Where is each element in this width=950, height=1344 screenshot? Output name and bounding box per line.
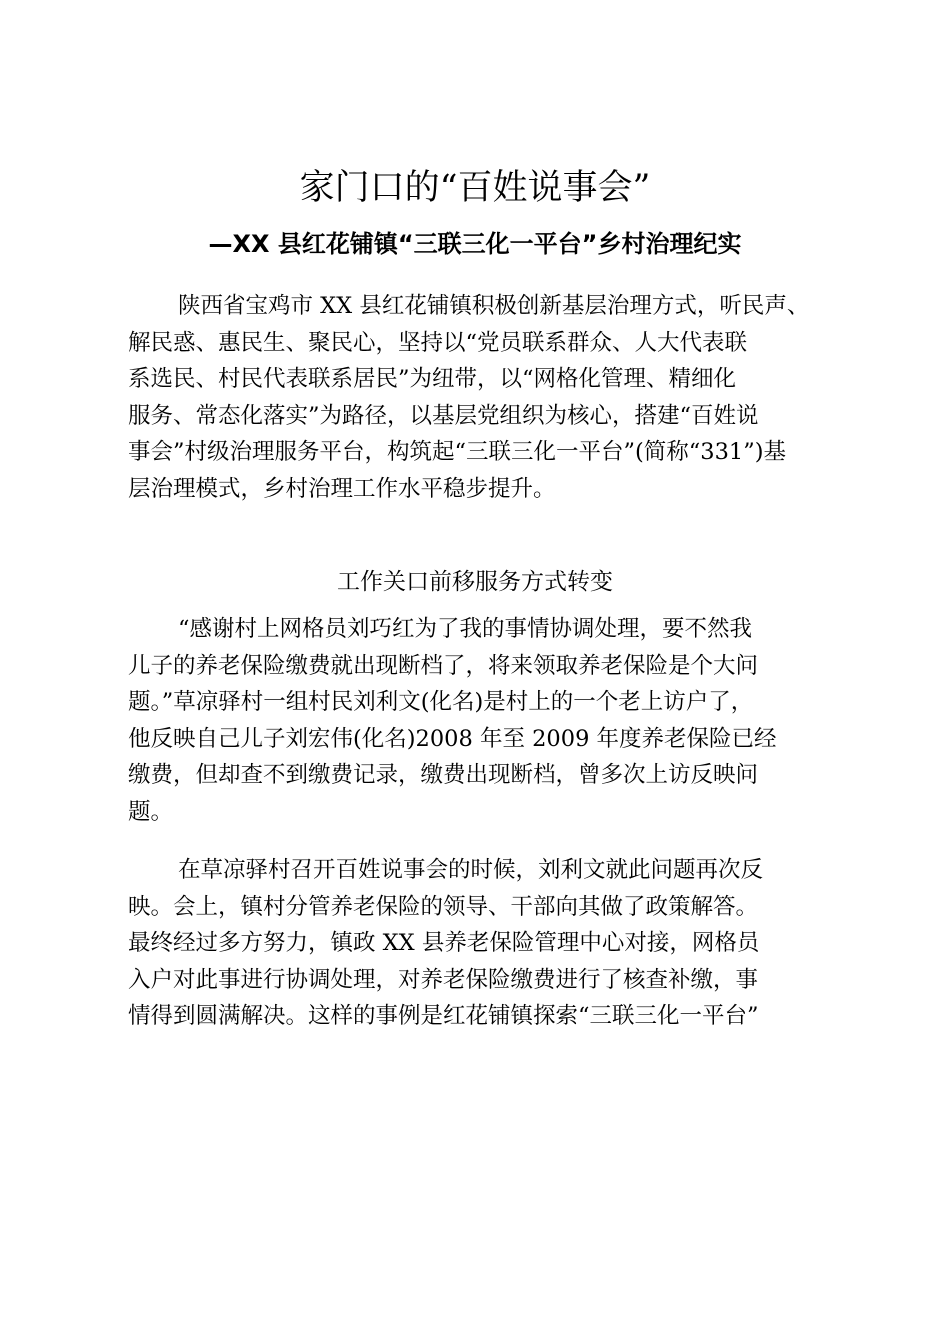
paragraph-line: 最终经过多方努力，镇政 XX 县养老保险管理中心对接，网格员	[128, 930, 760, 956]
paragraph-case	[128, 611, 858, 830]
paragraph-line: 解民惑、惠民生、聚民心，坚持以“党员联系群众、人大代表联	[128, 329, 748, 356]
section-heading: 工作关口前移服务方式转变	[337, 569, 613, 595]
paragraph-line: 层治理模式，乡村治理工作水平稳步提升。	[128, 475, 556, 502]
document-subtitle: —XX 县红花铺镇“三联三化一平台”乡村治理纪实	[208, 230, 742, 258]
paragraph-intro	[128, 288, 858, 507]
paragraph-line: 入户对此事进行协调处理，对养老保险缴费进行了核查补缴，事	[128, 966, 759, 993]
document-title: 家门口的“百姓说事会”	[299, 168, 651, 208]
paragraph-line: 情得到圆满解决。这样的事例是红花铺镇探索“三联三化一平台”	[128, 1003, 759, 1029]
paragraph-line: 他反映自己儿子刘宏伟(化名)2008 年至 2009 年度养老保险已经	[128, 725, 777, 752]
paragraph-resolution	[128, 852, 858, 1035]
paragraph-line: 事会”村级治理服务平台，构筑起“三联三化一平台”(简称“331”)基	[128, 439, 787, 465]
paragraph-line: 在草凉驿村召开百姓说事会的时候，刘利文就此问题再次反	[178, 857, 764, 883]
paragraph-line: “感谢村上网格员刘巧红为了我的事情协调处理，要不然我	[178, 616, 753, 642]
paragraph-line: 映。会上，镇村分管养老保险的领导、干部向其做了政策解答。	[128, 893, 759, 920]
paragraph-line: 缴费，但却查不到缴费记录，缴费出现断档，曾多次上访反映问	[128, 762, 759, 788]
paragraph-line: 儿子的养老保险缴费就出现断档了，将来领取养老保险是个大问	[128, 652, 759, 679]
paragraph-line: 题。	[128, 798, 174, 825]
paragraph-line: 题。”草凉驿村一组村民刘利文(化名)是村上的一个老上访户了，	[128, 689, 754, 715]
paragraph-line: 陕西省宝鸡市 XX 县红花铺镇积极创新基层治理方式，听民声、	[178, 293, 810, 319]
paragraph-line: 服务、常态化落实”为路径，以基层党组织为核心，搭建“百姓说	[128, 402, 759, 429]
paragraph-line: 系选民、村民代表联系居民”为纽带，以“网格化管理、精细化	[128, 366, 737, 392]
